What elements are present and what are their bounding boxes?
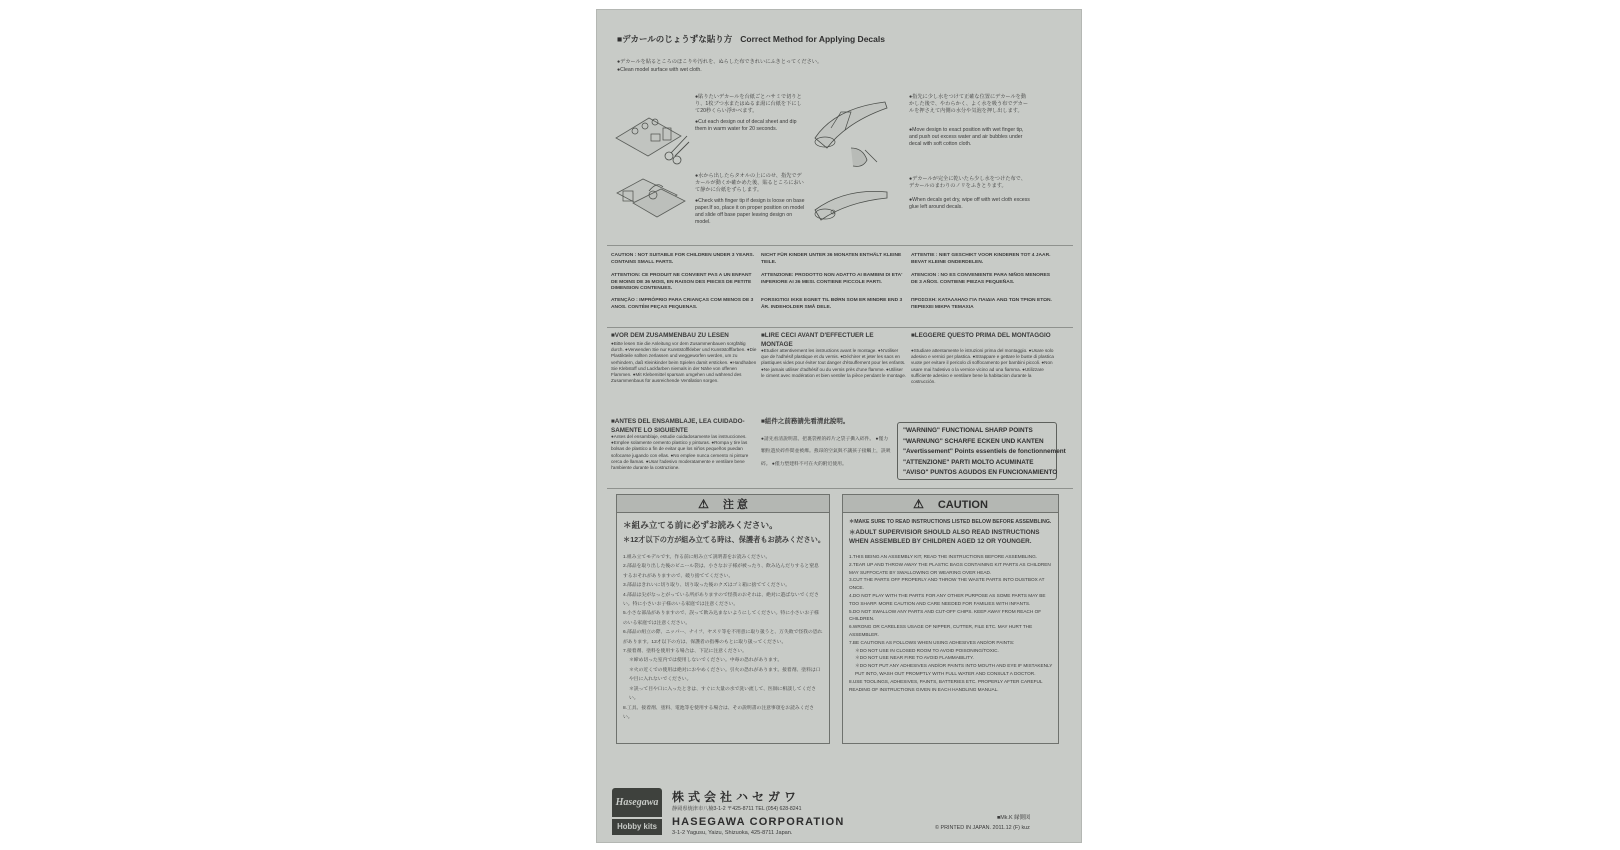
title-en: Correct Method for Applying Decals	[740, 34, 885, 44]
sharp-points-warning-box	[897, 422, 1066, 480]
company-name-jp: 株式会社ハセガワ	[672, 790, 801, 804]
read-de-title: ■VOR DEM ZUSAMMENBAU ZU LESEN	[611, 332, 729, 339]
jp-item: 6.部品の組立の際、ニッパー、ナイフ、ヤスリ等を不用意に取り扱うと、万失敗で怪我の恐れがあります。12才以下の方は、保護者の指導のもとに取り扱ってください。	[623, 630, 823, 645]
instruction-sheet	[596, 9, 1082, 843]
jp-box-items	[623, 553, 823, 722]
hasegawa-logo	[612, 788, 662, 836]
step1-jp: ●貼りたいデカールを台紙ごとハサミで切りとり、1枚ブつ水またはぬるま湯に台紙を下にして20秒くらい浮かべます。	[695, 94, 802, 115]
jp-item: 5.小さな部品がありますので、誤って飲み込まないようにしてください。特に小さいお子様のいる家庭では注意ください。	[623, 611, 819, 626]
read-es-title: ■ANTES DEL ENSAMBLAJE, LEA CUIDADO-SAMENTE LO SIGUIENTE	[611, 418, 745, 434]
jp-item: 2.部品を取り出した後のビニール袋は、小さなお子様が被ったり、飲み込んだりすると窒息するおそれがありますので、破り捨ててください。	[623, 564, 819, 579]
jp-item: ＊火の近くでの使用は絶対におやめください。引火の恐れがあります。接着剤、塗料は口や目に入れないでください。	[629, 667, 821, 683]
en-item: 1.THIS BEING AN ASSEMBLY KIT, READ THE INSTRUCTIONS BEFORE ASSEMBLING.	[849, 554, 1038, 559]
intro-jp: ●デカールを貼るところのほこりや汚れを、ぬらした布できれいにふきとってください。	[617, 59, 823, 65]
en-item: 3.CUT THE PARTS OFF PROPERLY AND THROW THE WASTE PARTS INTO DUSTBOX AT ONCE.	[849, 577, 1045, 591]
jp-item: 7.接着剤、塗料を使用する場合は、下記に注意ください。	[623, 649, 747, 655]
en-item: 6.WRONG OR CARELESS USAGE OF NIPPER, CUTTER, FILE ETC. MAY HURT THE ASSEMBLER.	[849, 624, 1033, 637]
read-fr-title: ■LIRE CECI AVANT D'EFFECTUER LE MONTAGE	[761, 332, 874, 348]
caution-da: FORSIGTIG! IKKE EGNET TIL BØRN SOM ER MINDRE END 3 ÅR. INDEHOLDER SMÅ DELE.	[761, 298, 903, 310]
step2-jp: ●水から出したらタオルの上にのせ、指先でデカールが動くか確かめた後、貼るところにおいて静かに台紙をずらします。	[695, 173, 804, 194]
read-it-body: ●Studiare attentamente le istruzioni prima del montaggio. ●Usare solo adesivo e vernici per plastica. ●Strappare e gettare le buste di plastica vuote per evitare il pericolo di soffocamento per bambini piccoli. ●Non usare mai l'adesivo o la vernice vicino ad una fiamma. ●Utilizzare sufficiente adesivo e ventilare bene la habitacion durante la costrucción.	[911, 348, 1054, 384]
warning-es: "AVISO" PUNTOS AGUDOS EN FUNCIONAMIENTO	[903, 469, 1058, 477]
caution-nl: ATTENTIE : NIET GESCHIKT VOOR KINDEREN TOT 4 JAAR. BEVAT KLEINE ONDERDELEN.	[911, 253, 1051, 265]
warning-triangle-icon: ⚠	[698, 497, 709, 511]
en-item: ＊DO NOT PUT ANY ADHESIVES AND/OR PAINTS INTO MOUTH AND EYE IF MISTAKENLY PUT INTO, WASH OUT PROMPTLY WITH FULL WATER AND CONSULT A DOCTOR.	[855, 663, 1053, 676]
warning-it: "ATTENZIONE" PARTI MOLTO ACUMINATE	[903, 458, 1034, 466]
logo-hobby-kits: Hobby kits	[612, 819, 662, 835]
en-item: 8.USE TOOLINGS, ADHESIVES, PAINTS, BATTERIES ETC. PROPERLY AFTER CAREFUL READING OF INSTRUCTIONS GIVEN IN EACH HANDLING MANUAL.	[849, 678, 1043, 692]
logo-wordmark: Hasegawa	[612, 788, 662, 817]
decal-method-title	[617, 33, 885, 45]
step1-en: ●Cut each design out of decal sheet and dip them in warm water for 20 seconds.	[695, 119, 797, 133]
en-box-items	[849, 553, 1055, 693]
step4-jp: ●デカールが完全に乾いたら少し水をつけた布で、デカールのまわりのノリをふきとります。	[909, 176, 1026, 190]
intro-en: ●Clean model surface with wet cloth.	[617, 67, 702, 73]
en-box-lead1: ＊MAKE SURE TO READ INSTRUCTIONS LISTED BELOW BEFORE ASSEMBLING.	[849, 519, 1052, 525]
read-it-title: ■LEGGERE QUESTO PRIMA DEL MONTAGGIO	[911, 332, 1051, 339]
jp-item: 3.部品はきれいに切り取り、切り取った後のクズはゴミ箱に捨ててください。	[623, 583, 791, 589]
caution-el: ΠΡΟΣΟΧΗ: ΚΑΤΑΛΛΗΛΟ ΓΙΑ ΠΑΙΔΙΑ ΑΝΩ ΤΩΝ ΤΡΙΩΝ ΕΤΩΝ. ΠΕΡΙΕΧΕΙ ΜΙΚΡΑ ΤΕΜΑΧΙΑ	[911, 298, 1052, 310]
step3-en: ●Move design to exact position with wet finger tip, and push out excess water and air bubbles under decal with soft cotton cloth.	[909, 127, 1024, 148]
caution-box-en	[842, 494, 1059, 744]
read-de-body: ●Bitte lesen Sie die Anleitung vor dem Zusammenbauen sorgfältig durch. ●Verwenden Sie nur Kunststoffkleber und Kunststofffarben. ●Die Plastikteile sollten zerlassen und weggeworfen werden, um zu verhindern, daß Kleinkinder beim Spielen damit ersticken. ●Handhaben Sie Klebstoff und Lackfarben niemals in der Nähe von offenen Flammen. ●Mit Klebemittel sparsam umgehen und während des Zusammenbaus für ausreichende Ventilation sorgen.	[611, 341, 757, 384]
printed-in-japan: © PRINTED IN JAPAN. 2011.12 (F) kuz	[935, 825, 1030, 831]
jp-box-lead2: ＊12才以下の方が組み立てる時は、保護者もお読みください。	[623, 535, 826, 544]
address-en: 3-1-2 Yagusu, Yaizu, Shizuoka, 425-8711 Japan.	[672, 830, 793, 836]
jp-item: 4.部品は尖がなっとがっている所がありますので怪我のおそれは、絶対に遊ばないでください。特に小さいお子様のいる家庭では注意ください。	[623, 592, 819, 608]
jp-box-heading: 注 意	[722, 499, 748, 511]
caution-es: ATENCION : NO ES CONVENIENTE PARA NIÑOS MENORES DE 3 AÑOS. CONTIENE PIEZAS PEQUEÑAS.	[911, 273, 1051, 285]
caution-box-jp-header	[617, 495, 829, 513]
divider-2	[607, 327, 1073, 328]
en-item: 7.BE CAUTIONS AS FOLLOWS WHEN USING ADHESIVES AND/OR PAINTS:	[849, 639, 1015, 645]
company-name-en: HASEGAWA CORPORATION	[672, 816, 845, 828]
title-jp: ■デカールのじょうずな貼り方	[617, 34, 733, 44]
jp-box-lead1: ＊組み立てる前に必ずお読みください。	[623, 520, 778, 530]
caution-fr: ATTENTION: CE PRODUIT NE CONVIENT PAS A UN ENFANT DE MOINS DE 36 MOIS, EN RAISON DES PIECES DE PETITE DIMENSION CONTENUES.	[611, 273, 752, 292]
read-fr-body: ●Etudier attentivement les instructions avant le montage. ●N'utiliser que de l'adhésif plastique et du vernis. ●Déchirer et jeter les sacs en plastiques vides pour éviter tout danger d'étouffement pour les enfants. ●Ne jamais utiliser d'adhésif ou du vernis près d'une flamme. ●Utiliser le ciment avec modération et bien ventiler la pièce pendant le montage.	[761, 348, 907, 378]
caution-en: CAUTION : NOT SUITABLE FOR CHILDREN UNDER 3 YEARS. CONTAINS SMALL PARTS.	[611, 253, 755, 265]
en-item: 2.TEAR UP AND THROW AWAY THE PLASTIC BAGS CONTAINING KIT PARTS AS CHILDREN MAY SUFFOCATE BY SWALLOWING OR WEARING OVER HEAD.	[849, 561, 1051, 575]
jp-item: ＊締め切った室内では使用しないでください。中毒の恐れがあります。	[629, 658, 783, 664]
warning-triangle-icon: ⚠	[913, 497, 924, 511]
aircraft-dry-illustration	[811, 186, 891, 226]
jp-item: 8.工具、接着剤、塗料、電池等を使用する場合は、その説明書の注意事項をお読みください。	[623, 705, 815, 720]
caution-de: NICHT FÜR KINDER UNTER 36 MONATEN ENTHÄLT KLEINE TEILE.	[761, 253, 902, 265]
en-box-heading: CAUTION	[937, 499, 988, 511]
towel-finger-illustration	[613, 173, 693, 221]
print-code: ■Mk.K 縁側図	[997, 815, 1031, 821]
step3-jp: ●指先に少し水をつけて正確な位置にデカールを動かした後で、やわらかく、よく水を吸う布でデカールを押さえて内側の水分や気泡を押し出します。	[909, 94, 1029, 115]
divider-1	[607, 245, 1073, 246]
en-item: 4.DO NOT PLAY WITH THE PARTS FOR ANY OTHER PURPOSE AS SOME PARTS MAY BE TOO SHARP. MORE CAUTION AND CARE NEEDED FOR FAMILIES WITH INFANTS.	[849, 592, 1046, 606]
en-item: ＊DO NOT USE NEAR FIRE TO AVOID FLAMMABILITY.	[855, 655, 974, 661]
decal-sheet-scissors-illustration	[611, 98, 691, 168]
jp-item: 1.組み立てモデルです。作る前に組み立て説明書をお読みください。	[623, 555, 771, 560]
warning-en: "WARNING" FUNCTIONAL SHARP POINTS	[903, 427, 1033, 434]
read-zh-title: ■組件之前務請先看清此說明。	[761, 418, 850, 425]
read-es-body: ●Antes del ensamblaje, estudie cuidadosamente las instrucciones. ●Emplee solamente cemento plastico y pinturas. ●Rompa y tire las bolsas de plastico a fin de evitar que los niños pequeños puedan sofocarse jugando con ellas. ●No emplee nunca cemento ni pinture cerca de llamas. ●Usar l'adesivo moderatamente e ventilare bene l'ambiente durante la costruzione.	[611, 434, 749, 470]
caution-pt: ATENÇÃO : IMPRÓPRIO PARA CRIANÇAS COM MENOS DE 3 ANOS. CONTÉM PEÇAS PEQUENAS.	[611, 298, 754, 310]
warning-fr: "Avertissement" Points essentiels de fonctionnement	[903, 448, 1066, 456]
en-box-lead2: ＊ADULT SUPERVISIOR SHOULD ALSO READ INSTRUCTIONS WHEN ASSEMBLED BY CHILDREN AGED 12 OR YOUNGER.	[849, 529, 1040, 546]
caution-it: ATTENZIONE: PRODOTTO NON ADATTO AI BAMBINI DI ETA' INFERIORE AI 36 MESI. CONTIENE PICCOLE PARTI.	[761, 273, 903, 285]
caution-box-jp	[616, 494, 830, 744]
step4-en: ●When decals get dry, wipe off with wet cloth excess glue left around decals.	[909, 197, 1030, 211]
aircraft-cloth-illustration	[811, 98, 891, 170]
jp-item: ＊誤って目や口に入ったときは、すぐに大量の水で洗い流して、医師に相談してください。	[629, 686, 816, 702]
caution-box-en-header	[843, 495, 1058, 513]
step2-en: ●Check with finger tip if design is loose on base paper.If so, place it on proper position on model and slide off base paper leaving design on model.	[695, 198, 805, 226]
read-zh-body: ●請先看清說明書。把裹袋裡的碎片之袋子撕入碎件。 ●僅力顆粒遊於碎件間並被爆。燕昂的空氣與不讓孩子接觸上，誤吸碎。 ●僅力塑建料不可在火的附近使用。	[761, 437, 891, 467]
divider-3	[607, 488, 1073, 489]
en-item: 5.DO NOT SWALLOW ANY PARTS AND CUT-OFF CHIPS. KEEP AWAY FROM REACH OF CHILDREN.	[849, 608, 1042, 622]
en-item: ＊DO NOT USE IN CLOSED ROOM TO AVOID POISONING/TOXIC.	[855, 647, 999, 653]
warning-de: "WARNUNG" SCHARFE ECKEN UND KANTEN	[903, 437, 1044, 445]
address-jp: 静岡県焼津市八楠3-1-2 〒425-8711 TEL (054) 628-8241	[672, 806, 802, 812]
